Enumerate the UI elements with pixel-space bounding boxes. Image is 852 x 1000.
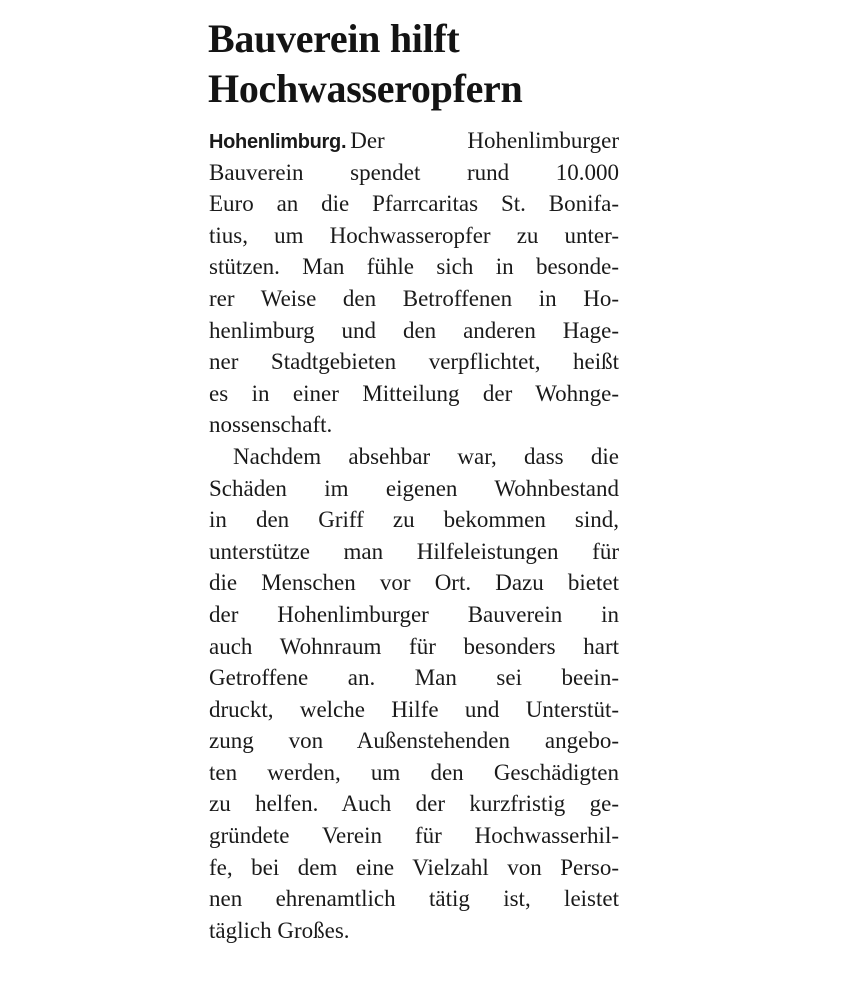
body-line: in den Griff zu bekommen sind, bbox=[209, 507, 619, 533]
body-line: nen ehrenamtlich tätig ist, leistet bbox=[209, 886, 619, 912]
dateline: Hohenlimburg. bbox=[209, 131, 347, 153]
headline bbox=[208, 14, 628, 114]
body-line: stützen. Man fühle sich in besonde- bbox=[209, 254, 619, 280]
body-line: zung von Außenstehenden angebo- bbox=[209, 728, 619, 754]
body-line: fe, bei dem eine Vielzahl von Perso- bbox=[209, 854, 619, 880]
headline-line: Hochwasseropfern bbox=[208, 66, 523, 111]
body-line: der Hohenlimburger Bauverein in bbox=[209, 601, 619, 627]
body-line: nossenschaft. bbox=[209, 412, 333, 438]
body-line: ten werden, um den Geschädigten bbox=[209, 759, 619, 785]
body-line: Euro an die Pfarrcaritas St. Bonifa- bbox=[209, 191, 619, 217]
body-line: ner Stadtgebieten verpflichtet, heißt bbox=[209, 349, 619, 375]
body-line: unterstütze man Hilfeleistungen für bbox=[209, 538, 619, 564]
body-line: henlimburg und den anderen Hage- bbox=[209, 317, 619, 343]
body-line: druckt, welche Hilfe und Unterstüt- bbox=[209, 696, 619, 722]
body-line: die Menschen vor Ort. Dazu bietet bbox=[209, 570, 619, 596]
body-line: auch Wohnraum für besonders hart bbox=[209, 633, 619, 659]
headline-line: Bauverein hilft bbox=[208, 16, 460, 61]
article-body bbox=[209, 125, 619, 946]
body-line: täglich Großes. bbox=[209, 917, 350, 943]
body-line bbox=[209, 125, 619, 157]
body-line: Bauverein spendet rund 10.000 bbox=[209, 159, 619, 185]
body-line: es in einer Mitteilung der Wohnge- bbox=[209, 380, 619, 406]
body-line: rer Weise den Betroffenen in Ho- bbox=[209, 285, 619, 311]
body-line: Getroffene an. Man sei beein- bbox=[209, 665, 619, 691]
body-line: Schäden im eigenen Wohnbestand bbox=[209, 475, 619, 501]
body-line: zu helfen. Auch der kurzfristig ge- bbox=[209, 791, 619, 817]
body-line: gründete Verein für Hochwasserhil- bbox=[209, 823, 619, 849]
body-line-text: Der Hohenlimburger bbox=[350, 128, 619, 153]
body-line: tius, um Hochwasseropfer zu unter- bbox=[209, 222, 619, 248]
body-line: Nachdem absehbar war, dass die bbox=[233, 443, 619, 469]
